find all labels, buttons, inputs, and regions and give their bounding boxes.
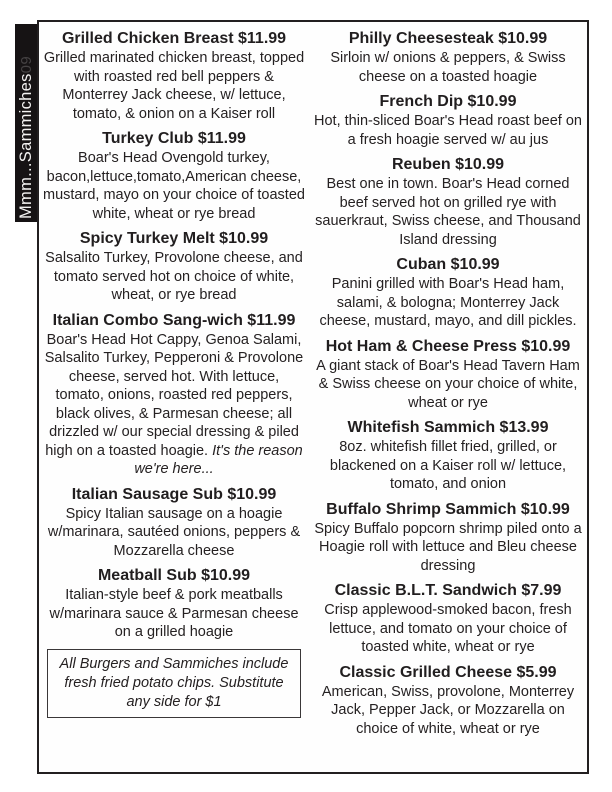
menu-item-desc-text: Boar's Head Hot Cappy, Genoa Salami, Salsalito Turkey, Pepperoni & Provolone cheese, served hot. With lettuce, tomato, onions, roasted red peppers, black olives, & Parmesan cheese; all drizzled w/ our special dressing & piled high on a toasted hoagie. bbox=[44, 331, 304, 459]
menu-item-meatball-sub bbox=[43, 566, 305, 642]
menu-page-frame bbox=[37, 20, 589, 774]
menu-columns bbox=[39, 22, 587, 772]
menu-item-title: Italian Sausage Sub $10.99 bbox=[71, 485, 277, 503]
menu-item-title: Classic Grilled Cheese $5.99 bbox=[339, 663, 557, 681]
menu-item-desc: Sirloin w/ onions & peppers, & Swiss cheese on a toasted hoagie bbox=[330, 50, 566, 85]
menu-item-title: Turkey Club $11.99 bbox=[102, 130, 246, 147]
menu-item-desc bbox=[43, 331, 305, 479]
menu-item-desc: Grilled marinated chicken breast, topped with roasted red bell peppers & Monterrey Jack cheese, w/ lettuce, tomato, & onion on a Kaiser roll bbox=[43, 50, 305, 122]
menu-item-desc: A giant stack of Boar's Head Tavern Ham & Swiss cheese on your choice of white, wheat or rye bbox=[316, 357, 580, 411]
menu-item-title: Whitefish Sammich $13.99 bbox=[347, 419, 549, 436]
menu-item-italian-combo-sangwich bbox=[43, 311, 305, 479]
menu-item-title: Reuben $10.99 bbox=[391, 156, 505, 173]
menu-item-turkey-club bbox=[43, 129, 305, 223]
menu-item-classic-grilled-cheese bbox=[312, 663, 584, 739]
menu-item-title: Spicy Turkey Melt $10.99 bbox=[79, 230, 269, 247]
menu-item-title: Buffalo Shrimp Sammich $10.99 bbox=[326, 500, 570, 518]
menu-item-whitefish-sammich bbox=[312, 418, 584, 494]
menu-item-title: Philly Cheesesteak $10.99 bbox=[348, 30, 548, 47]
menu-item-title: Italian Combo Sang-wich $11.99 bbox=[52, 311, 296, 329]
note-box: All Burgers and Sammiches include fresh fried potato chips. Substitute any side for $1 bbox=[47, 649, 301, 718]
menu-item-hot-ham-cheese-press bbox=[312, 337, 584, 413]
sidebar-ghost-text: 09 bbox=[18, 56, 35, 74]
menu-item-desc: Spicy Italian sausage on a hoagie w/marinara, sautéed onions, peppers & Mozzarella cheese bbox=[47, 505, 301, 559]
menu-item-desc: Salsalito Turkey, Provolone cheese, and tomato served hot on choice of white, wheat, or rye bread bbox=[45, 250, 303, 303]
menu-item-desc: Italian-style beef & pork meatballs w/marinara sauce & Parmesan cheese on a grilled hoagie bbox=[49, 587, 299, 640]
menu-item-tagline: It's the reason we're here... bbox=[134, 442, 303, 477]
sidebar-category-bar bbox=[15, 24, 37, 222]
menu-item-classic-blt-sandwich bbox=[312, 581, 584, 657]
menu-item-desc: Best one in town. Boar's Head corned beef served hot on grilled rye with sauerkraut, Swiss cheese, and Thousand Island dressing bbox=[315, 176, 581, 248]
menu-item-spicy-turkey-melt bbox=[43, 229, 305, 305]
menu-item-title: Hot Ham & Cheese Press $10.99 bbox=[325, 337, 571, 355]
menu-item-title: Cuban $10.99 bbox=[396, 256, 500, 273]
menu-item-desc: American, Swiss, provolone, Monterrey Jack, Pepper Jack, or Mozzarella on choice of white, wheat or rye bbox=[321, 683, 575, 737]
menu-item-reuben bbox=[312, 155, 584, 249]
menu-column-right bbox=[312, 29, 584, 772]
menu-item-desc: Hot, thin-sliced Boar's Head roast beef on a fresh hoagie served w/ au jus bbox=[314, 113, 582, 148]
menu-item-grilled-chicken-breast bbox=[43, 29, 305, 123]
menu-item-title: French Dip $10.99 bbox=[379, 93, 517, 110]
menu-item-desc: Crisp applewood-smoked bacon, fresh lettuce, and tomato on your choice of toasted white, wheat or rye bbox=[324, 602, 572, 655]
menu-item-desc: Boar's Head Ovengold turkey, bacon,lettuce,tomato,American cheese, mustard, mayo on your choice of toasted white, wheat or rye bread bbox=[43, 150, 305, 222]
menu-item-desc: 8oz. whitefish fillet fried, grilled, or blackened on a Kaiser roll w/ lettuce, tomato, and onion bbox=[329, 439, 567, 492]
menu-item-philly-cheesesteak bbox=[312, 29, 584, 86]
menu-item-title: Classic B.L.T. Sandwich $7.99 bbox=[334, 582, 562, 599]
menu-item-desc: Spicy Buffalo popcorn shrimp piled onto a Hoagie roll with lettuce and Bleu cheese dressing bbox=[314, 520, 582, 574]
menu-item-italian-sausage-sub bbox=[43, 485, 305, 561]
menu-item-desc: Panini grilled with Boar's Head ham, salami, & bologna; Monterrey Jack cheese, mustard, mayo, and dill pickles. bbox=[319, 276, 577, 329]
menu-item-buffalo-shrimp-sammich bbox=[312, 500, 584, 576]
sidebar-category-label bbox=[15, 24, 37, 222]
menu-item-french-dip bbox=[312, 92, 584, 149]
sidebar-category-text: Mmm...Sammiches bbox=[17, 73, 35, 219]
menu-item-cuban bbox=[312, 255, 584, 331]
menu-item-title: Meatball Sub $10.99 bbox=[97, 567, 251, 584]
menu-column-left bbox=[43, 29, 305, 772]
menu-item-title: Grilled Chicken Breast $11.99 bbox=[61, 30, 287, 47]
